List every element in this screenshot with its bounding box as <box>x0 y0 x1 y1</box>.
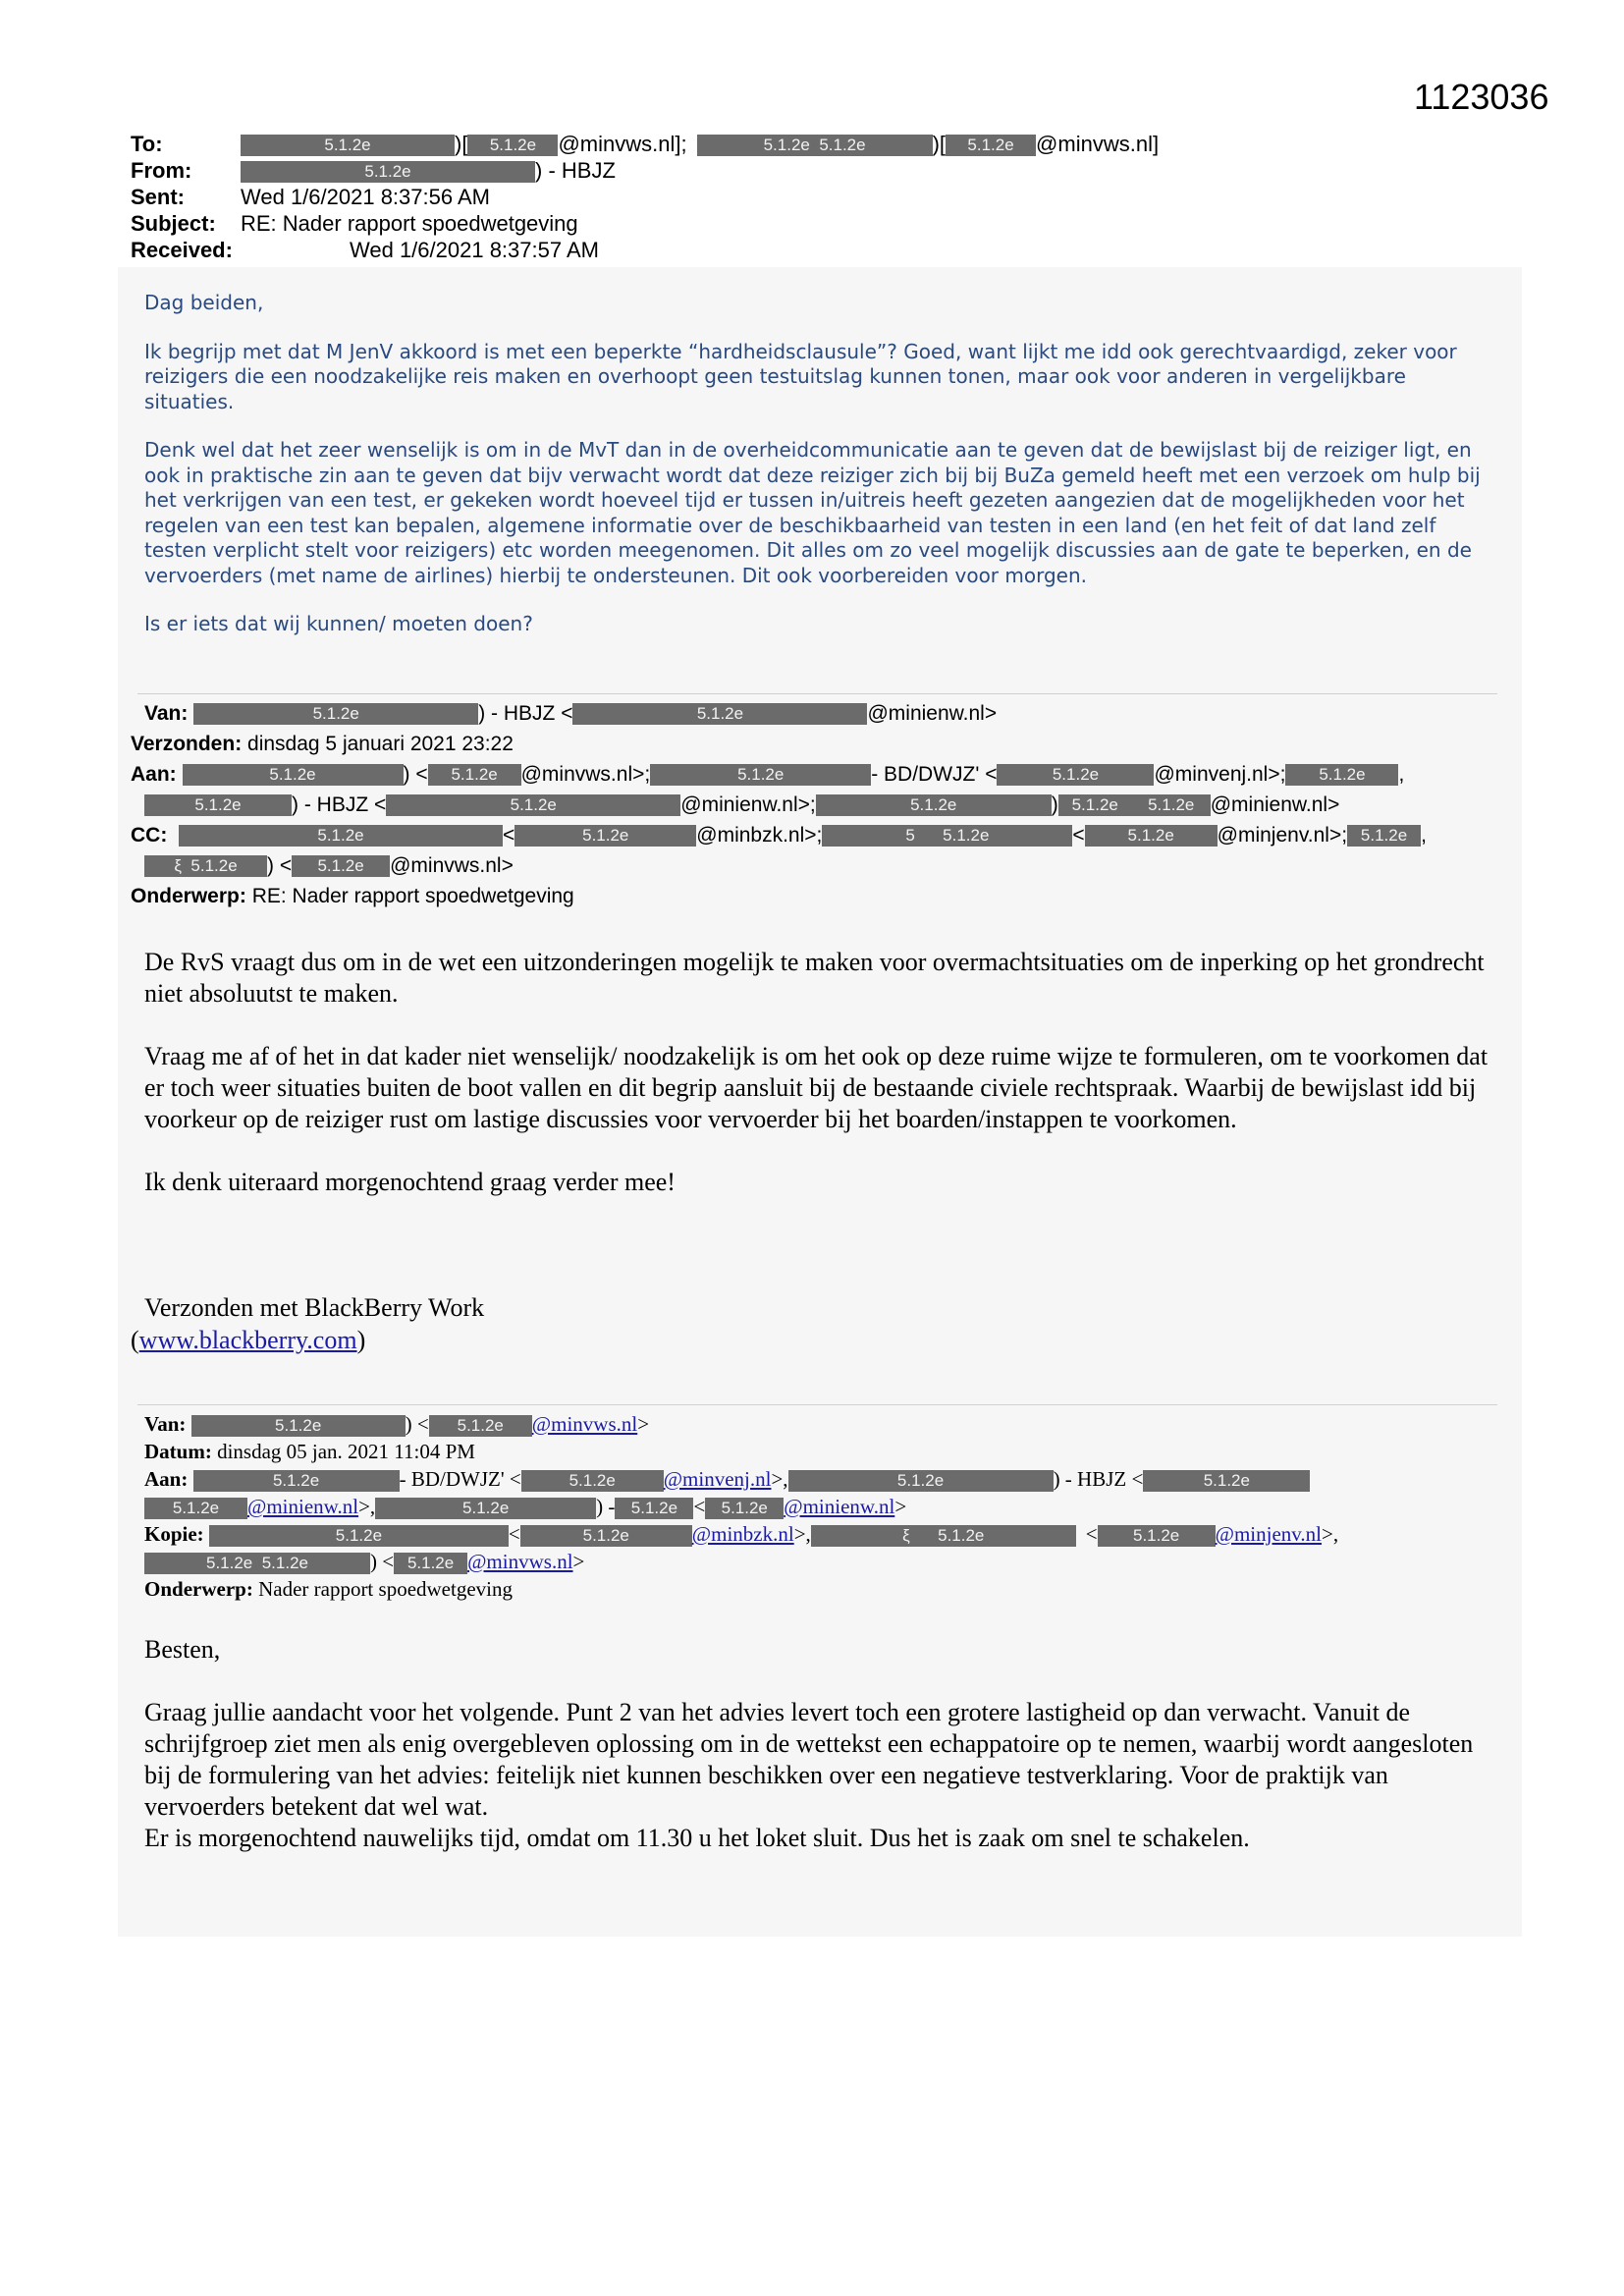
datum-row: Datum: dinsdag 05 jan. 2021 11:04 PM <box>144 1440 475 1463</box>
from-value: 5.1.2e ) - HBJZ <box>241 157 616 184</box>
paragraph: Graag jullie aandacht voor het volgende. Punt 2 van het advies levert toch een grotere lastigheid op dan verwacht. Vanuit de schrijfgroep ziet men als enig overgebleven oplossing om in de wettekst een echappatoire op te nemen, waarbij wordt aangesloten bij de formulering van het advies: feitelijk niet kunnen beschikken over een negatieve testverklaring. Voor de praktijk van vervoerders betekent dat wel wat. <box>144 1698 1474 1821</box>
paragraph: Ik denk uiteraard morgenochtend graag verder mee! <box>144 1168 676 1196</box>
redaction: 5.1.2e <box>428 764 521 786</box>
redaction: 5.1.2e <box>144 794 292 816</box>
subject-label: Subject: <box>131 211 216 236</box>
van-row: Van: 5.1.2e ) - HBJZ < 5.1.2e @minienw.nl> <box>144 702 998 725</box>
redaction: 5.1.2e <box>788 1470 1054 1492</box>
redaction: 5.1.2e <box>1058 794 1132 816</box>
redaction: 5.1.2e <box>429 1415 532 1437</box>
message3-body <box>144 1634 1489 1854</box>
redaction: 5.1.2e 5.1.2e <box>697 135 933 156</box>
email-link[interactable]: @minbzk.nl <box>691 1522 794 1546</box>
redaction: 5.1.2e <box>193 1470 400 1492</box>
divider <box>137 693 1497 694</box>
kopie-row-2: 5.1.2e 5.1.2e ) < 5.1.2e @minvws.nl> <box>144 1548 584 1575</box>
redaction: ξ 5.1.2e <box>144 855 267 877</box>
sent-value: Wed 1/6/2021 8:37:56 AM <box>241 185 490 209</box>
redaction: 5.1.2e <box>1132 794 1211 816</box>
kopie-row-1: Kopie: 5.1.2e < 5.1.2e @minbzk.nl>, ξ 5.1.2e < 5.1.2e @minjenv.nl>, <box>144 1522 1339 1546</box>
divider <box>137 1404 1497 1405</box>
redaction: 5 5.1.2e <box>822 825 1072 847</box>
redaction: 5.1.2e <box>191 1415 406 1437</box>
aan-row-2: 5.1.2e @minienw.nl>, 5.1.2e ) - 5.1.2e < 5.1.2e @minienw.nl> <box>144 1493 906 1520</box>
to-domain: @minvws.nl]; <box>558 132 687 156</box>
redaction: 5.1.2e <box>615 1498 693 1519</box>
redaction: 5.1.2e <box>375 1498 596 1519</box>
aan-row-1: Aan: 5.1.2e ) < 5.1.2e @minvws.nl>; 5.1.2e - BD/DWJZ' < 5.1.2e @minvenj.nl>; 5.1.2e , <box>131 763 1405 786</box>
redaction: 5.1.2e <box>183 764 404 786</box>
onderwerp-row: Onderwerp: RE: Nader rapport spoedwetgeving <box>131 885 574 907</box>
van-row: Van: 5.1.2e ) < 5.1.2e @minvws.nl> <box>144 1412 650 1436</box>
redaction: 5.1.2e <box>241 135 455 156</box>
greeting: Besten, <box>144 1635 221 1664</box>
paragraph: Er is morgenochtend nauwelijks tijd, omdat om 11.30 u het loket sluit. Dus het is zaak om snel te schakelen. <box>144 1824 1250 1852</box>
redaction: 5.1.2e <box>816 794 1052 816</box>
redaction: 5.1.2e <box>1085 825 1218 847</box>
reply-body <box>144 291 1499 661</box>
cc-row-2: ξ 5.1.2e ) < 5.1.2e @minvws.nl> <box>144 850 514 881</box>
aan-row-1: Aan: 5.1.2e - BD/DWJZ' < 5.1.2e @minvenj.nl>, 5.1.2e ) - HBJZ < 5.1.2e <box>144 1465 1310 1493</box>
to-domain: @minvws.nl] <box>1036 132 1160 156</box>
redaction: 5.1.2e 5.1.2e <box>144 1553 370 1574</box>
paragraph: De RvS vraagt dus om in de wet een uitzonderingen mogelijk te maken voor overmachtsituaties om de inperking op het grondrecht niet absoluutst te maken. <box>144 948 1485 1008</box>
greeting: Dag beiden, <box>144 291 264 314</box>
subject-value: RE: Nader rapport spoedwetgeving <box>251 885 574 907</box>
redaction: 5.1.2e <box>241 161 535 183</box>
paragraph: Denk wel dat het zeer wenselijk is om in de MvT dan in de overheidcommunicatie aan te geven dat de bewijslast bij de reiziger ligt, en ook in praktische zin aan te geven dat bijv verwacht wordt dat deze reiziger zich bij bij BuZa gemeld heeft met een verzoek om hulp bij het verkrijgen van een test, er gekeken wordt hoeveel tijd er tussen in/uitreis heeft gezeten aangezien dat de mogelijkheden voor het regelen van een test kan bepalen, algemene informatie over de beschikbaarheid van testen in een land (en het feit of dat land zelf testen verplicht stelt voor reizigers) etc worden meegenomen. Dit alles om zo veel mogelijk discussies aan de gate te beperken, en de vervoerders (met name de airlines) hierbij te ondersteunen. Dit ook voorbereiden voor morgen. <box>144 438 1481 587</box>
cc-row-1: CC: 5.1.2e < 5.1.2e @minbzk.nl>; 5 5.1.2e < 5.1.2e @minjenv.nl>; 5.1.2e , <box>131 824 1427 847</box>
redaction: 5.1.2e <box>292 855 390 877</box>
paragraph: Ik begrijp met dat M JenV akkoord is met een beperkte “hardheidsclausule”? Goed, want lijkt me idd ook gerechtvaardigd, zeker voor reizigers die een noodzakelijke reis maken en overhoopt geen testuitslag kunnen tonen, maar ook voor anderen in vergelijkbare situaties. <box>144 339 1457 413</box>
subject-value: Nader rapport spoedwetgeving <box>258 1577 513 1601</box>
redaction: 5.1.2e <box>705 1498 784 1519</box>
sent-date: dinsdag 05 jan. 2021 11:04 PM <box>217 1440 475 1463</box>
redaction: 5.1.2e <box>179 825 503 847</box>
onderwerp-row: Onderwerp: Nader rapport spoedwetgeving <box>144 1577 513 1601</box>
redaction: ξ 5.1.2e <box>811 1525 1076 1547</box>
email-link[interactable]: @minvws.nl <box>531 1412 638 1436</box>
email-link[interactable]: @minvenj.nl <box>663 1467 772 1491</box>
signature-line: Verzonden met BlackBerry Work <box>144 1293 485 1322</box>
redaction: 5.1.2e <box>144 1498 247 1519</box>
to-label: To: <box>131 132 163 156</box>
redaction: 5.1.2e <box>193 703 478 725</box>
redaction: 5.1.2e <box>1347 825 1421 847</box>
redaction: 5.1.2e <box>572 703 867 725</box>
redaction: 5.1.2e <box>394 1553 467 1574</box>
redaction: 5.1.2e <box>520 1525 692 1547</box>
redaction: 5.1.2e <box>1098 1525 1216 1547</box>
email-link[interactable]: @minvws.nl <box>467 1550 573 1573</box>
received-value: Wed 1/6/2021 8:37:57 AM <box>350 238 599 262</box>
redaction: 5.1.2e <box>946 135 1036 156</box>
from-label: From: <box>131 158 192 183</box>
email-link[interactable]: @minienw.nl <box>247 1495 359 1518</box>
redaction: 5.1.2e <box>1143 1470 1310 1492</box>
document-number: 1123036 <box>1414 77 1549 117</box>
email-link[interactable]: @minienw.nl <box>784 1495 895 1518</box>
redaction: 5.1.2e <box>209 1525 509 1547</box>
email-domain: @minienw.nl> <box>867 702 998 725</box>
received-label: Received: <box>131 238 233 262</box>
subject-value: RE: Nader rapport spoedwetgeving <box>241 211 578 236</box>
sent-date: dinsdag 5 januari 2021 23:22 <box>247 733 514 755</box>
verzonden-row: Verzonden: dinsdag 5 januari 2021 23:22 <box>131 733 514 755</box>
message2-body <box>144 947 1489 1230</box>
blackberry-link[interactable]: www.blackberry.com <box>138 1326 357 1354</box>
redaction: 5.1.2e <box>467 135 558 156</box>
paragraph: Vraag me af of het in dat kader niet wenselijk/ noodzakelijk is om het ook op deze ruime wijze te formuleren, om te voorkomen dat er toch weer situaties buiten de boot vallen en dit begrip aansluit bij de bestaande civiele rechtspraak. Waarbij de bewijslast idd bij voorkeur op de reiziger rust om lastige discussies voor vervoerder bij het boarden/instappen te voorkomen. <box>144 1042 1489 1133</box>
redaction: 5.1.2e <box>1285 764 1398 786</box>
redaction: 5.1.2e <box>386 794 680 816</box>
signature-link-row: (www.blackberry.com) <box>131 1326 366 1354</box>
sent-label: Sent: <box>131 185 185 209</box>
email-link[interactable]: @minjenv.nl <box>1215 1522 1323 1546</box>
paragraph: Is er iets dat wij kunnen/ moeten doen? <box>144 612 533 635</box>
redaction: 5.1.2e <box>650 764 871 786</box>
redaction: 5.1.2e <box>521 1470 664 1492</box>
redaction: 5.1.2e <box>514 825 696 847</box>
to-value: 5.1.2e )[ 5.1.2e @minvws.nl]; 5.1.2e 5.1.2e )[ 5.1.2e @minvws.nl] <box>241 131 1159 157</box>
redaction: 5.1.2e <box>997 764 1154 786</box>
aan-row-2: 5.1.2e ) - HBJZ < 5.1.2e @minienw.nl>; 5.1.2e ) 5.1.2e 5.1.2e @minienw.nl> <box>144 790 1339 820</box>
